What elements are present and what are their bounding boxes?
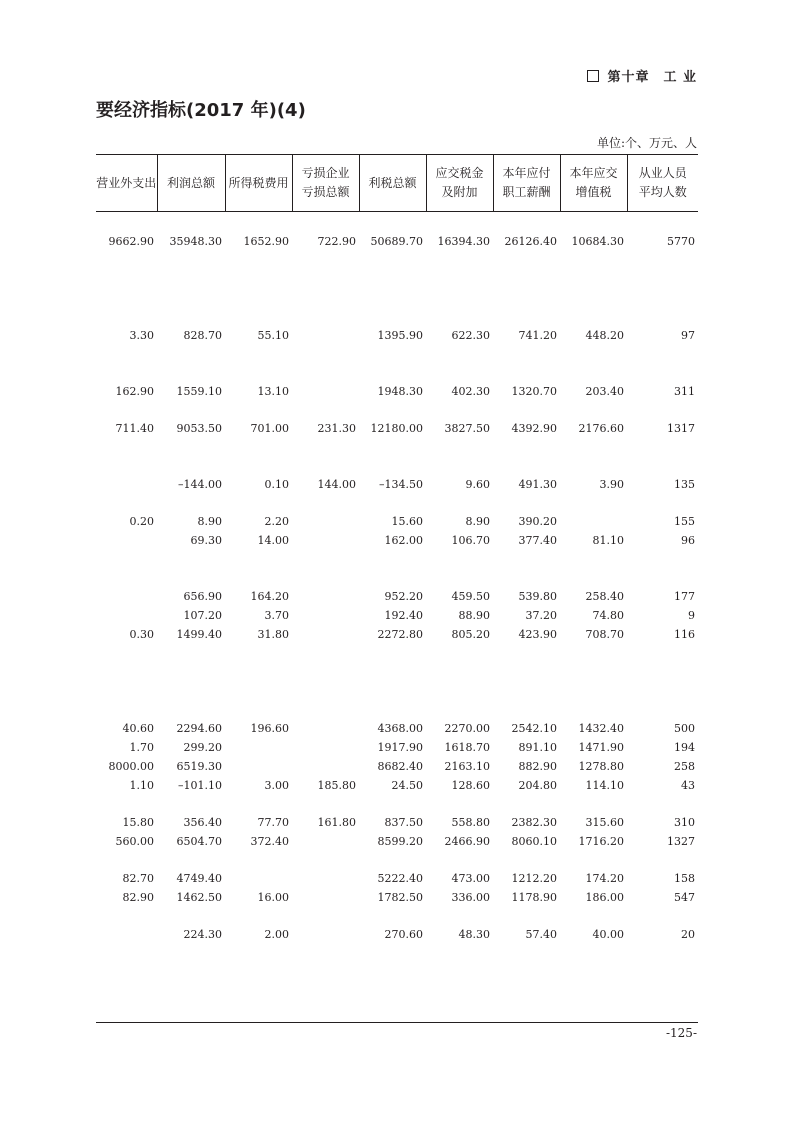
table-cell: 0.20 <box>129 515 154 528</box>
table-cell <box>292 531 359 550</box>
table-cell <box>96 475 157 494</box>
table-cell: 1327 <box>667 835 695 848</box>
chapter-title: 第十章 工 业 <box>607 70 697 85</box>
table-cell: 1178.90 <box>511 891 557 904</box>
column-header-line: 亏损企业 <box>301 166 350 180</box>
table-cell <box>225 738 292 757</box>
table-cell: 24.50 <box>391 779 423 792</box>
table-cell: 891.10 <box>518 741 557 754</box>
row-spacer <box>96 851 698 869</box>
table-cell: 2382.30 <box>511 816 557 829</box>
table-cell: 107.20 <box>183 609 222 622</box>
table-cell: 177 <box>674 590 695 603</box>
table-row <box>96 888 698 907</box>
table-cell: 310 <box>674 816 695 829</box>
table-cell: 837.50 <box>384 816 423 829</box>
chapter-header <box>587 66 697 85</box>
table-cell: 5222.40 <box>377 872 423 885</box>
table-cell: 805.20 <box>451 628 490 641</box>
table-cell: 3.30 <box>129 329 154 342</box>
table-title: 要经济指标(2017 年)(4) <box>96 100 306 121</box>
table-cell: 622.30 <box>451 329 490 342</box>
table-cell: 656.90 <box>183 590 222 603</box>
table-cell: 50689.70 <box>370 235 423 248</box>
table-row <box>96 419 698 438</box>
row-spacer <box>96 401 698 419</box>
table-cell: 258 <box>674 760 695 773</box>
table-cell: 6519.30 <box>176 760 222 773</box>
table-cell: 1317 <box>667 422 695 435</box>
table-cell: 31.80 <box>257 628 289 641</box>
table-cell: 8.90 <box>465 515 490 528</box>
table-cell: 9 <box>688 609 695 622</box>
table-cell: 8682.40 <box>377 760 423 773</box>
table-cell: 77.70 <box>257 816 289 829</box>
column-header-line: 平均人数 <box>638 185 687 199</box>
table-cell: 299.20 <box>183 741 222 754</box>
table-cell: 37.20 <box>525 609 557 622</box>
table-cell: 423.90 <box>518 628 557 641</box>
table-cell: 8000.00 <box>108 760 154 773</box>
table-cell: 4392.90 <box>511 422 557 435</box>
table-cell <box>292 382 359 401</box>
table-cell: 162.90 <box>115 385 154 398</box>
economic-indicators-table <box>96 154 698 944</box>
table-cell <box>96 531 157 550</box>
table-cell: 194 <box>674 741 695 754</box>
table-cell <box>292 512 359 531</box>
table-cell: 491.30 <box>518 478 557 491</box>
table-cell: 224.30 <box>183 928 222 941</box>
table-row <box>96 512 698 531</box>
table-cell: 270.60 <box>384 928 423 941</box>
row-spacer <box>96 345 698 382</box>
table-cell: 16.00 <box>257 891 289 904</box>
column-header-line: 营业外支出 <box>96 175 157 190</box>
table-cell: 203.40 <box>585 385 624 398</box>
table-cell: 174.20 <box>585 872 624 885</box>
column-header <box>627 155 698 212</box>
table-cell: 0.10 <box>264 478 289 491</box>
table-cell: 1917.90 <box>377 741 423 754</box>
table-row <box>96 625 698 644</box>
table-cell: 3.00 <box>264 779 289 792</box>
table-cell: 13.10 <box>257 385 289 398</box>
column-header-line: 应交税金 <box>435 166 484 180</box>
table-cell: 9053.50 <box>176 422 222 435</box>
table-cell: 192.40 <box>384 609 423 622</box>
table-cell: 97 <box>681 329 695 342</box>
table-cell: 40.60 <box>122 722 154 735</box>
column-header <box>292 155 359 212</box>
column-header <box>157 155 225 212</box>
table-row <box>96 776 698 795</box>
table-cell: 20 <box>681 928 695 941</box>
table-cell <box>96 606 157 625</box>
table-cell: 356.40 <box>183 816 222 829</box>
table-cell: 701.00 <box>250 422 289 435</box>
table-cell: 1.70 <box>129 741 154 754</box>
table-cell: 4368.00 <box>377 722 423 735</box>
table-cell: 828.70 <box>183 329 222 342</box>
table-cell: 711.40 <box>115 422 154 435</box>
table-cell: 231.30 <box>317 422 356 435</box>
table-cell: 1471.90 <box>578 741 624 754</box>
table-cell: 3.90 <box>599 478 624 491</box>
table-cell: 204.80 <box>518 779 557 792</box>
column-header-line: 及附加 <box>441 185 478 199</box>
table-cell: 473.00 <box>451 872 490 885</box>
table-cell: 2272.80 <box>377 628 423 641</box>
table-cell: 560.00 <box>115 835 154 848</box>
table-cell: 0.30 <box>129 628 154 641</box>
table-cell: 722.90 <box>317 235 356 248</box>
table-cell: 741.20 <box>518 329 557 342</box>
table-row <box>96 475 698 494</box>
table-cell: 3.70 <box>264 609 289 622</box>
table-cell: 8599.20 <box>377 835 423 848</box>
table-cell: 14.00 <box>257 534 289 547</box>
column-header <box>359 155 426 212</box>
unit-label: 单位:个、万元、人 <box>596 136 697 150</box>
row-spacer <box>96 550 698 587</box>
column-header-line: 利润总额 <box>166 175 215 190</box>
column-header-line: 本年应交 <box>569 166 618 180</box>
table-cell: 114.10 <box>585 779 624 792</box>
table-cell: 2163.10 <box>444 760 490 773</box>
table-cell: 9662.90 <box>108 235 154 248</box>
table-cell: 16394.30 <box>437 235 490 248</box>
table-cell: 128.60 <box>451 779 490 792</box>
table-cell <box>225 869 292 888</box>
row-spacer <box>96 795 698 813</box>
table-cell: 402.30 <box>451 385 490 398</box>
table-cell <box>292 326 359 345</box>
table-cell: 162.00 <box>384 534 423 547</box>
table-cell <box>96 587 157 606</box>
row-spacer <box>96 212 698 233</box>
table-cell: 1716.20 <box>578 835 624 848</box>
table-row <box>96 587 698 606</box>
table-cell: 96 <box>681 534 695 547</box>
column-header <box>560 155 627 212</box>
table-cell: 3827.50 <box>444 422 490 435</box>
table-cell: 1212.20 <box>511 872 557 885</box>
table-cell: 10684.30 <box>571 235 624 248</box>
table-cell: 135 <box>674 478 695 491</box>
table-cell: 144.00 <box>317 478 356 491</box>
table-cell: 258.40 <box>585 590 624 603</box>
table-cell: 35948.30 <box>169 235 222 248</box>
footer-rule <box>96 1022 698 1023</box>
table-row <box>96 757 698 776</box>
column-header <box>96 155 157 212</box>
table-cell: 48.30 <box>458 928 490 941</box>
table-row <box>96 719 698 738</box>
table-cell: 1278.80 <box>578 760 624 773</box>
table-cell: 1559.10 <box>176 385 222 398</box>
row-spacer <box>96 438 698 475</box>
column-header <box>426 155 493 212</box>
table-cell: 952.20 <box>384 590 423 603</box>
table-cell: 500 <box>674 722 695 735</box>
table-cell: 1652.90 <box>243 235 289 248</box>
table-cell: 9.60 <box>465 478 490 491</box>
table-cell: 539.80 <box>518 590 557 603</box>
table-cell: 69.30 <box>190 534 222 547</box>
table-cell: 315.60 <box>585 816 624 829</box>
table-cell: 55.10 <box>257 329 289 342</box>
table-cell: 88.90 <box>458 609 490 622</box>
table-cell <box>292 869 359 888</box>
header-row <box>96 155 698 212</box>
table-cell: 161.80 <box>317 816 356 829</box>
table-cell <box>292 719 359 738</box>
table-cell: 116 <box>674 628 695 641</box>
table-row <box>96 925 698 944</box>
table-cell: 372.40 <box>250 835 289 848</box>
table-cell: 336.00 <box>451 891 490 904</box>
table-cell: 2542.10 <box>511 722 557 735</box>
table-cell: 74.80 <box>592 609 624 622</box>
table-row <box>96 869 698 888</box>
table-cell: 2.00 <box>264 928 289 941</box>
table-row <box>96 832 698 851</box>
table-cell: 390.20 <box>518 515 557 528</box>
table-row <box>96 606 698 625</box>
table-cell: –101.10 <box>178 779 222 792</box>
column-header-line: 所得税费用 <box>228 175 289 190</box>
row-spacer <box>96 644 698 719</box>
table-cell: 2466.90 <box>444 835 490 848</box>
table-cell: 2294.60 <box>176 722 222 735</box>
table-body <box>96 212 698 945</box>
table-row <box>96 382 698 401</box>
table-cell: 155 <box>674 515 695 528</box>
table-cell: 15.80 <box>122 816 154 829</box>
table-cell: 186.00 <box>585 891 624 904</box>
table-cell: 164.20 <box>250 590 289 603</box>
table-cell: 2270.00 <box>444 722 490 735</box>
column-header-line: 利税总额 <box>368 175 417 190</box>
table-cell: 377.40 <box>518 534 557 547</box>
column-header <box>493 155 560 212</box>
table-cell: 1499.40 <box>176 628 222 641</box>
page-number: -125- <box>665 1026 697 1040</box>
table-cell: –134.50 <box>379 478 423 491</box>
row-spacer <box>96 494 698 512</box>
table-row <box>96 326 698 345</box>
table-cell <box>292 925 359 944</box>
column-header <box>225 155 292 212</box>
table-cell: 6504.70 <box>176 835 222 848</box>
table-cell: 185.80 <box>317 779 356 792</box>
table-cell: 57.40 <box>525 928 557 941</box>
table-cell: 15.60 <box>391 515 423 528</box>
table-cell: 2.20 <box>264 515 289 528</box>
table-cell: –144.00 <box>178 478 222 491</box>
column-header-line: 从业人员 <box>638 166 687 180</box>
table-cell <box>292 587 359 606</box>
table-cell <box>292 738 359 757</box>
table-cell <box>560 512 627 531</box>
table-cell: 1395.90 <box>377 329 423 342</box>
table-row <box>96 738 698 757</box>
table-cell: 1948.30 <box>377 385 423 398</box>
table-cell: 547 <box>674 891 695 904</box>
table-cell: 82.90 <box>122 891 154 904</box>
table-cell: 8.90 <box>197 515 222 528</box>
table-cell: 40.00 <box>592 928 624 941</box>
table-cell: 26126.40 <box>504 235 557 248</box>
table-cell: 1432.40 <box>578 722 624 735</box>
table-cell: 196.60 <box>250 722 289 735</box>
table-cell <box>225 757 292 776</box>
column-header-line: 亏损总额 <box>301 185 350 199</box>
table-row <box>96 232 698 251</box>
table-cell <box>292 606 359 625</box>
table-cell: 8060.10 <box>511 835 557 848</box>
table-cell <box>292 757 359 776</box>
table-cell: 708.70 <box>585 628 624 641</box>
square-bullet-icon <box>587 70 599 82</box>
table-row <box>96 531 698 550</box>
table-cell: 558.80 <box>451 816 490 829</box>
table-cell <box>96 925 157 944</box>
table-row <box>96 813 698 832</box>
column-header-line: 本年应付 <box>502 166 551 180</box>
table-cell <box>292 625 359 644</box>
row-spacer <box>96 907 698 925</box>
table-cell <box>292 832 359 851</box>
table-cell: 12180.00 <box>370 422 423 435</box>
table-cell: 1320.70 <box>511 385 557 398</box>
table-cell: 2176.60 <box>578 422 624 435</box>
table-cell: 106.70 <box>451 534 490 547</box>
table-cell: 82.70 <box>122 872 154 885</box>
table-cell: 5770 <box>667 235 695 248</box>
table-cell: 81.10 <box>592 534 624 547</box>
table-cell: 448.20 <box>585 329 624 342</box>
table-cell: 1782.50 <box>377 891 423 904</box>
column-header-line: 职工薪酬 <box>502 185 551 199</box>
table-cell: 1.10 <box>129 779 154 792</box>
table-cell: 459.50 <box>451 590 490 603</box>
table-cell: 4749.40 <box>176 872 222 885</box>
table-cell: 158 <box>674 872 695 885</box>
table-cell: 882.90 <box>518 760 557 773</box>
table-cell: 1618.70 <box>444 741 490 754</box>
table-cell: 43 <box>681 779 695 792</box>
table-cell: 311 <box>674 385 695 398</box>
column-header-line: 增值税 <box>575 185 612 199</box>
row-spacer <box>96 251 698 326</box>
table-cell <box>292 888 359 907</box>
table-cell: 1462.50 <box>176 891 222 904</box>
